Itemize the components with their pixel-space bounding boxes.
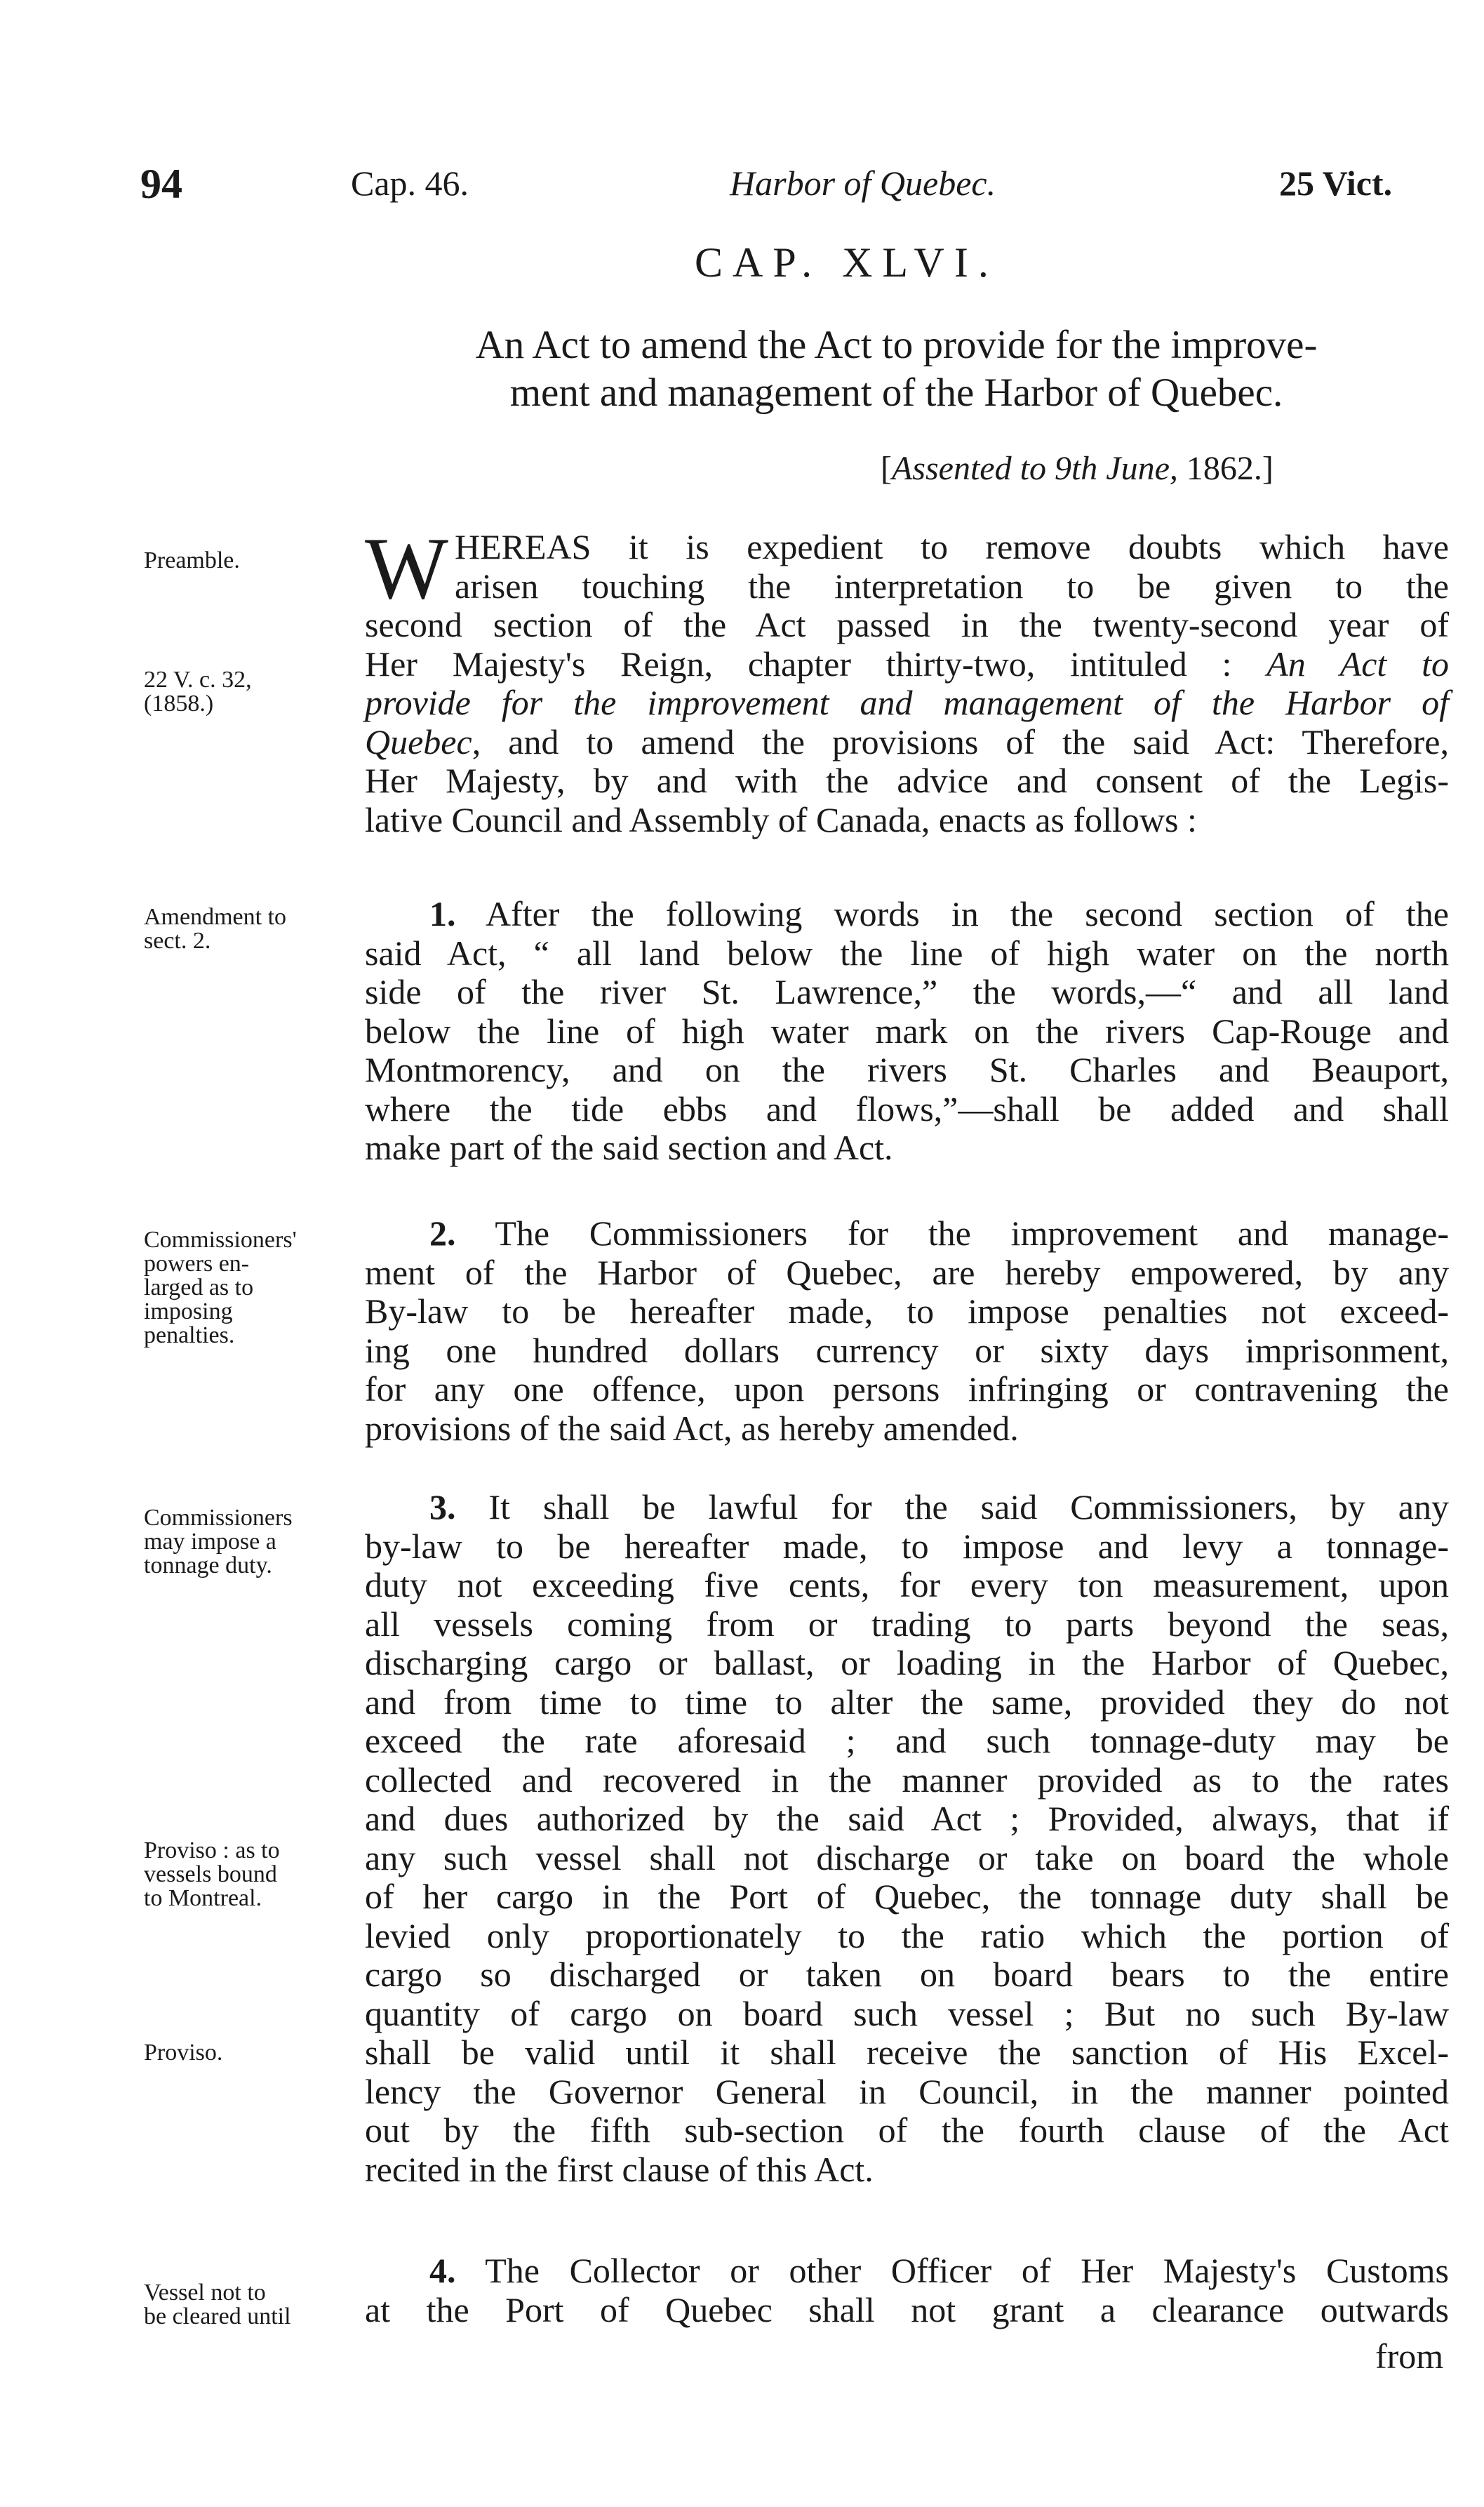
margin-note-line: tonnage duty. bbox=[144, 1552, 272, 1578]
text-line: Montmorency, and on the rivers St. Charles and Beauport, bbox=[365, 1050, 1449, 1089]
text-line: exceed the rate aforesaid ; and such tonnage-duty may be bbox=[365, 1721, 1449, 1760]
text-span: Her Majesty's Reign, chapter thirty-two, intituled : bbox=[365, 644, 1232, 684]
margin-note-line: larged as to bbox=[144, 1275, 254, 1301]
text-line: provisions of the said Act, as hereby amended. bbox=[365, 1408, 1019, 1448]
text-line: at the Port of Quebec shall not grant a clearance outwards bbox=[365, 2289, 1449, 2329]
section-number: 3. bbox=[429, 1487, 456, 1527]
margin-note-amendment bbox=[144, 905, 368, 953]
text-span: After the following words in the second section of the bbox=[485, 894, 1450, 933]
text-span: It shall be lawful for the said Commissioners, by any bbox=[488, 1487, 1449, 1527]
margin-note-line: Proviso : as to bbox=[144, 1837, 280, 1863]
margin-note-line: vessels bound bbox=[144, 1861, 277, 1887]
section-number: 4. bbox=[429, 2251, 456, 2290]
text-line: discharging cargo or ballast, or loading in the Harbor of Quebec, bbox=[365, 1643, 1449, 1682]
margin-note-preamble: Preamble. bbox=[144, 547, 240, 573]
margin-note-line: be cleared until bbox=[144, 2303, 291, 2329]
assent-text: Assented to 9th June, bbox=[891, 450, 1178, 487]
text-line bbox=[365, 723, 1449, 762]
text-line: Her Majesty, by and with the advice and consent of the Legis- bbox=[365, 761, 1449, 800]
italic-citation: Quebec bbox=[365, 721, 472, 762]
text-line: cargo so discharged or taken on board bears to the entire bbox=[365, 1955, 1449, 1994]
act-title-line: ment and management of the Harbor of Quebec. bbox=[509, 371, 1283, 415]
text-line bbox=[365, 2252, 1449, 2291]
text-line: said Act, “ all land below the line of high water on the north bbox=[365, 933, 1449, 973]
text-line: make part of the said section and Act. bbox=[365, 1128, 893, 1167]
preamble-paragraph bbox=[365, 528, 1449, 839]
text-line: by-law to be hereafter made, to impose and levy a tonnage- bbox=[365, 1526, 1449, 1566]
assent-year: 1862.] bbox=[1186, 450, 1274, 487]
text-line: shall be valid until it shall receive the sanction of His Excel- bbox=[365, 2033, 1449, 2072]
margin-note-line: Commissioners' bbox=[144, 1227, 297, 1253]
margin-note-line: Vessel not to bbox=[144, 2280, 266, 2306]
margin-note-vessel-clearance bbox=[144, 2281, 368, 2329]
section-number: 1. bbox=[429, 894, 456, 933]
chapter-title: CAP. XLVI. bbox=[695, 239, 998, 286]
catchword: from bbox=[1375, 2336, 1444, 2376]
section-2 bbox=[365, 1214, 1449, 1448]
section-4 bbox=[365, 2252, 1449, 2329]
text-line: for any one offence, upon persons infringing or contravening the bbox=[365, 1369, 1449, 1409]
text-line: By-law to be hereafter made, to impose penalties not exceed- bbox=[365, 1291, 1449, 1331]
text-line: where the tide ebbs and flows,”—shall be added and shall bbox=[365, 1089, 1449, 1129]
text-span: , and to amend the provisions of the said Act: Therefore, bbox=[472, 721, 1449, 762]
section-3 bbox=[365, 1488, 1449, 2189]
text-line: lative Council and Assembly of Canada, enacts as follows : bbox=[365, 799, 1197, 839]
margin-note-line: Amendment to bbox=[144, 904, 287, 930]
margin-note-line: penalties. bbox=[144, 1322, 235, 1348]
text-span: The Collector or other Officer of Her Majesty's Customs bbox=[485, 2251, 1449, 2290]
text-line: recited in the first clause of this Act. bbox=[365, 2149, 874, 2189]
margin-note-tonnage bbox=[144, 1506, 368, 1578]
margin-note-citation bbox=[144, 668, 368, 716]
italic-citation: provide for the improvement and management of the Harbor of bbox=[365, 683, 1449, 722]
margin-note-line: sect. 2. bbox=[144, 928, 211, 954]
text-line: duty not exceeding five cents, for every ton measurement, upon bbox=[365, 1565, 1449, 1604]
text-line: quantity of cargo on board such vessel ; But no such By-law bbox=[365, 1993, 1449, 2033]
text-line: collected and recovered in the manner provided as to the rates bbox=[365, 1760, 1449, 1800]
text-line: ment of the Harbor of Quebec, are hereby empowered, by any bbox=[365, 1252, 1449, 1292]
text-line: all vessels coming from or trading to parts beyond the seas, bbox=[365, 1604, 1449, 1644]
text-line bbox=[365, 895, 1449, 934]
text-line: arisen touching the interpretation to be given to the bbox=[455, 566, 1449, 606]
text-line bbox=[365, 1214, 1449, 1254]
drop-cap: W bbox=[365, 520, 448, 618]
text-span: The Commissioners for the improvement and manage- bbox=[495, 1213, 1449, 1253]
text-line: any such vessel shall not discharge or take on board the whole bbox=[365, 1837, 1449, 1877]
margin-note-penalties bbox=[144, 1228, 368, 1348]
text-line: of her cargo in the Port of Quebec, the tonnage duty shall be bbox=[365, 1877, 1449, 1916]
margin-note-line: Commissioners bbox=[144, 1505, 293, 1531]
text-line: lency the Governor General in Council, in the manner pointed bbox=[365, 2071, 1449, 2111]
text-line: and from time to time to alter the same, provided they do not bbox=[365, 1682, 1449, 1722]
margin-note-line: powers en- bbox=[144, 1251, 250, 1277]
text-line: below the line of high water mark on the rivers Cap-Rouge and bbox=[365, 1011, 1449, 1051]
text-line bbox=[365, 645, 1449, 684]
regnal-year: 25 Vict. bbox=[1279, 164, 1393, 203]
chapter-label: Cap. 46. bbox=[351, 164, 469, 203]
margin-note-line: to Montreal. bbox=[144, 1885, 262, 1911]
running-title: Harbor of Quebec. bbox=[730, 164, 996, 203]
page-number: 94 bbox=[140, 161, 182, 207]
margin-note-line: may impose a bbox=[144, 1529, 276, 1555]
section-number: 2. bbox=[429, 1213, 456, 1253]
italic-citation: An Act to bbox=[1266, 644, 1450, 684]
margin-note-line: imposing bbox=[144, 1298, 233, 1324]
section-1 bbox=[365, 895, 1449, 1168]
margin-note-line: 22 V. c. 32, bbox=[144, 667, 252, 693]
margin-note-proviso-vessels bbox=[144, 1839, 368, 1910]
text-line: and dues authorized by the said Act ; Provided, always, that if bbox=[365, 1799, 1449, 1838]
act-title bbox=[354, 321, 1438, 417]
assent-bracket: [ bbox=[881, 450, 892, 487]
text-line: levied only proportionately to the ratio which the portion of bbox=[365, 1915, 1449, 1955]
text-line bbox=[365, 684, 1449, 723]
text-line: ing one hundred dollars currency or sixty days imprisonment, bbox=[365, 1330, 1449, 1370]
text-line: second section of the Act passed in the twenty-second year of bbox=[365, 605, 1449, 644]
text-line: side of the river St. Lawrence,” the words,—“ and all land bbox=[365, 972, 1449, 1011]
text-line: out by the fifth sub-section of the fourth clause of the Act bbox=[365, 2110, 1449, 2150]
margin-note-proviso: Proviso. bbox=[144, 2040, 223, 2066]
text-line bbox=[365, 1488, 1449, 1527]
act-title-line: An Act to amend the Act to provide for the improve- bbox=[475, 323, 1318, 367]
assent-date bbox=[881, 449, 1274, 488]
margin-note-line: (1858.) bbox=[144, 691, 214, 717]
text-line: HEREAS it is expedient to remove doubts which have bbox=[455, 527, 1449, 566]
